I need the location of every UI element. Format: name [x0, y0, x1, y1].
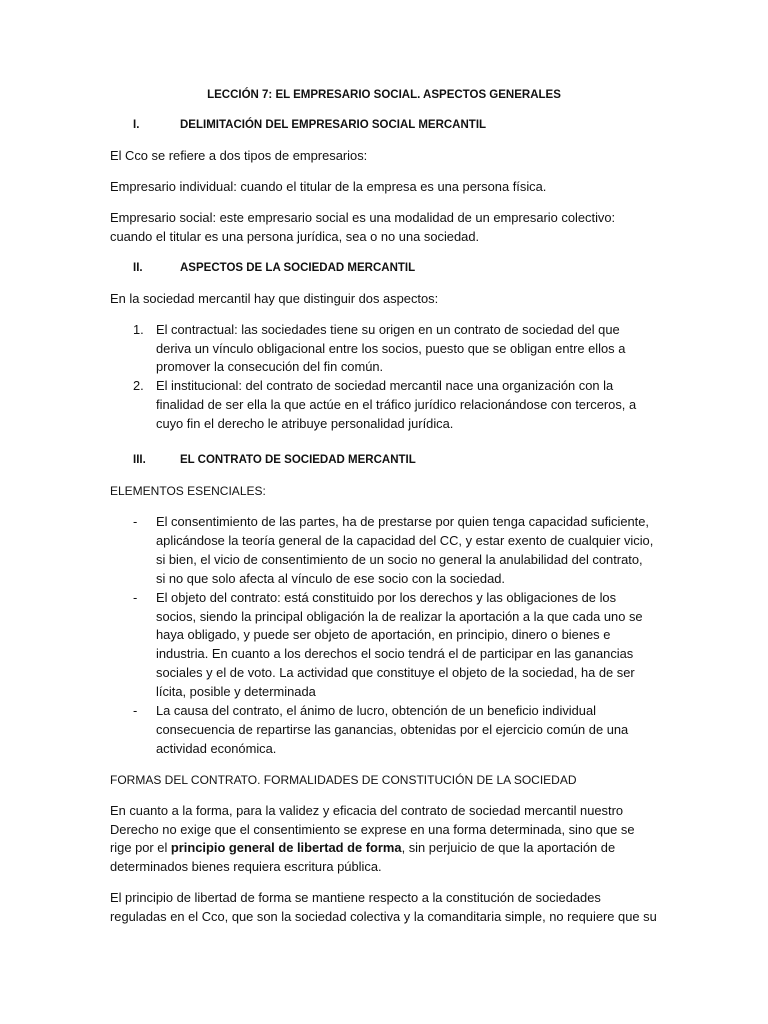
section-heading [0, 259, 768, 278]
paragraph-line: Empresario individual: cuando el titular de la empresa es una persona física. [110, 179, 547, 195]
list-number: 1. [133, 321, 144, 337]
list-item-line: El institucional: del contrato de sociedad mercantil nace una organización con la [156, 378, 614, 394]
paragraph-line: En la sociedad mercantil hay que distinguir dos aspectos: [110, 290, 439, 306]
subheading [110, 482, 768, 501]
paragraph-line: reguladas en el Cco, que son la sociedad colectiva y la comanditaria simple, no requiere que su [110, 909, 657, 925]
list-dash: - [133, 514, 138, 530]
section-numeral: III. [133, 454, 146, 467]
subheading-text: ELEMENTOS ESENCIALES: [110, 484, 266, 499]
section-heading-text: DELIMITACIÓN DEL EMPRESARIO SOCIAL MERCANTIL [180, 119, 487, 132]
list-item-line: sociales y el de voto. La actividad que constituye el objeto de la sociedad, ha de ser [156, 665, 635, 681]
paragraph [110, 802, 768, 878]
list-number: 2. [133, 378, 144, 394]
list-item-line: El consentimiento de las partes, ha de prestarse por quien tenga capacidad suficiente, [156, 514, 650, 530]
paragraph-line: Derecho no exige que el consentimiento se exprese en una forma determinada, sino que se [110, 821, 635, 837]
dash-list [0, 513, 768, 759]
section-numeral: II. [133, 261, 143, 274]
list-dash: - [133, 703, 138, 719]
list-dash: - [133, 589, 138, 605]
list-item [0, 702, 768, 759]
paragraph-line-mixed [110, 839, 768, 858]
list-item-line: socios, siendo la principal obligación la de realizar la aportación a la que cada uno se [156, 608, 643, 624]
list-item [0, 513, 768, 589]
list-item-line: finalidad de ser ella la que actúe en el tráfico jurídico relacionándose con terceros, a [156, 397, 637, 413]
paragraph-line: En cuanto a la forma, para la validez y eficacia del contrato de sociedad mercantil nuestro [110, 802, 624, 818]
subheading [110, 771, 768, 790]
list-item-line: actividad económica. [156, 740, 277, 756]
list-item-line: si bien, el vicio de consentimiento de un socio no general la anulabilidad del contrato, [156, 551, 643, 567]
list-item-line: industria. En cuanto a los derechos el socio tendrá el de participar en las ganancias [156, 646, 634, 662]
paragraph-text: , sin perjuicio de que la aportación de [401, 840, 616, 856]
numbered-list [0, 321, 768, 434]
paragraph [110, 147, 768, 166]
section-heading [0, 116, 768, 135]
list-item-line: lícita, posible y determinada [156, 684, 316, 700]
list-item-line: haya obligado, y puede ser objeto de aportación, en principio, dinero o bienes e [156, 627, 611, 643]
list-item-line: consecuencia de repartirse las ganancias, obtenidas por el ejercicio común de una [156, 721, 629, 737]
list-item [0, 589, 768, 702]
section-numeral: I. [133, 119, 140, 132]
list-item-line: El contractual: las sociedades tiene su origen en un contrato de sociedad del que [156, 321, 620, 337]
section-heading-text: EL CONTRATO DE SOCIEDAD MERCANTIL [180, 454, 416, 467]
list-item-line: promover la consecución del fin común. [156, 359, 384, 375]
paragraph-line: determinados bienes requiera escritura pública. [110, 859, 382, 875]
list-item [0, 377, 768, 434]
paragraph [110, 290, 768, 309]
paragraph-line: El Cco se refiere a dos tipos de empresarios: [110, 148, 368, 164]
list-item-line: si no que solo afecta al vínculo de ese socio con la sociedad. [156, 570, 505, 586]
document-title: LECCIÓN 7: EL EMPRESARIO SOCIAL. ASPECTOS GENERALES [207, 88, 561, 101]
section-heading-text: ASPECTOS DE LA SOCIEDAD MERCANTIL [180, 261, 416, 274]
subheading-text: FORMAS DEL CONTRATO. FORMALIDADES DE CONSTITUCIÓN DE LA SOCIEDAD [110, 772, 577, 787]
list-item-line: aplicándose la teoría general de la capacidad del CC, y estar exento de cualquier vicio, [156, 533, 654, 549]
bold-text: principio general de libertad de forma [170, 840, 402, 856]
paragraph [110, 178, 768, 197]
paragraph [110, 209, 768, 247]
section-heading [0, 451, 768, 470]
paragraph-line: El principio de libertad de forma se mantiene respecto a la constitución de sociedades [110, 890, 601, 906]
paragraph [110, 889, 768, 927]
list-item-line: cuyo fin el derecho le atribuye personalidad jurídica. [156, 416, 454, 432]
list-item-line: El objeto del contrato: está constituido por los derechos y las obligaciones de los [156, 589, 617, 605]
paragraph-text: rige por el [110, 840, 171, 856]
list-item [0, 321, 768, 378]
paragraph-line: cuando el titular es una persona jurídica, sea o no una sociedad. [110, 228, 480, 244]
paragraph-line: Empresario social: este empresario social es una modalidad de un empresario colectivo: [110, 210, 616, 226]
list-item-line: deriva un vínculo obligacional entre los socios, puesto que se obligan entre ellos a [156, 340, 626, 356]
list-item-line: La causa del contrato, el ánimo de lucro, obtención de un beneficio individual [156, 703, 597, 719]
